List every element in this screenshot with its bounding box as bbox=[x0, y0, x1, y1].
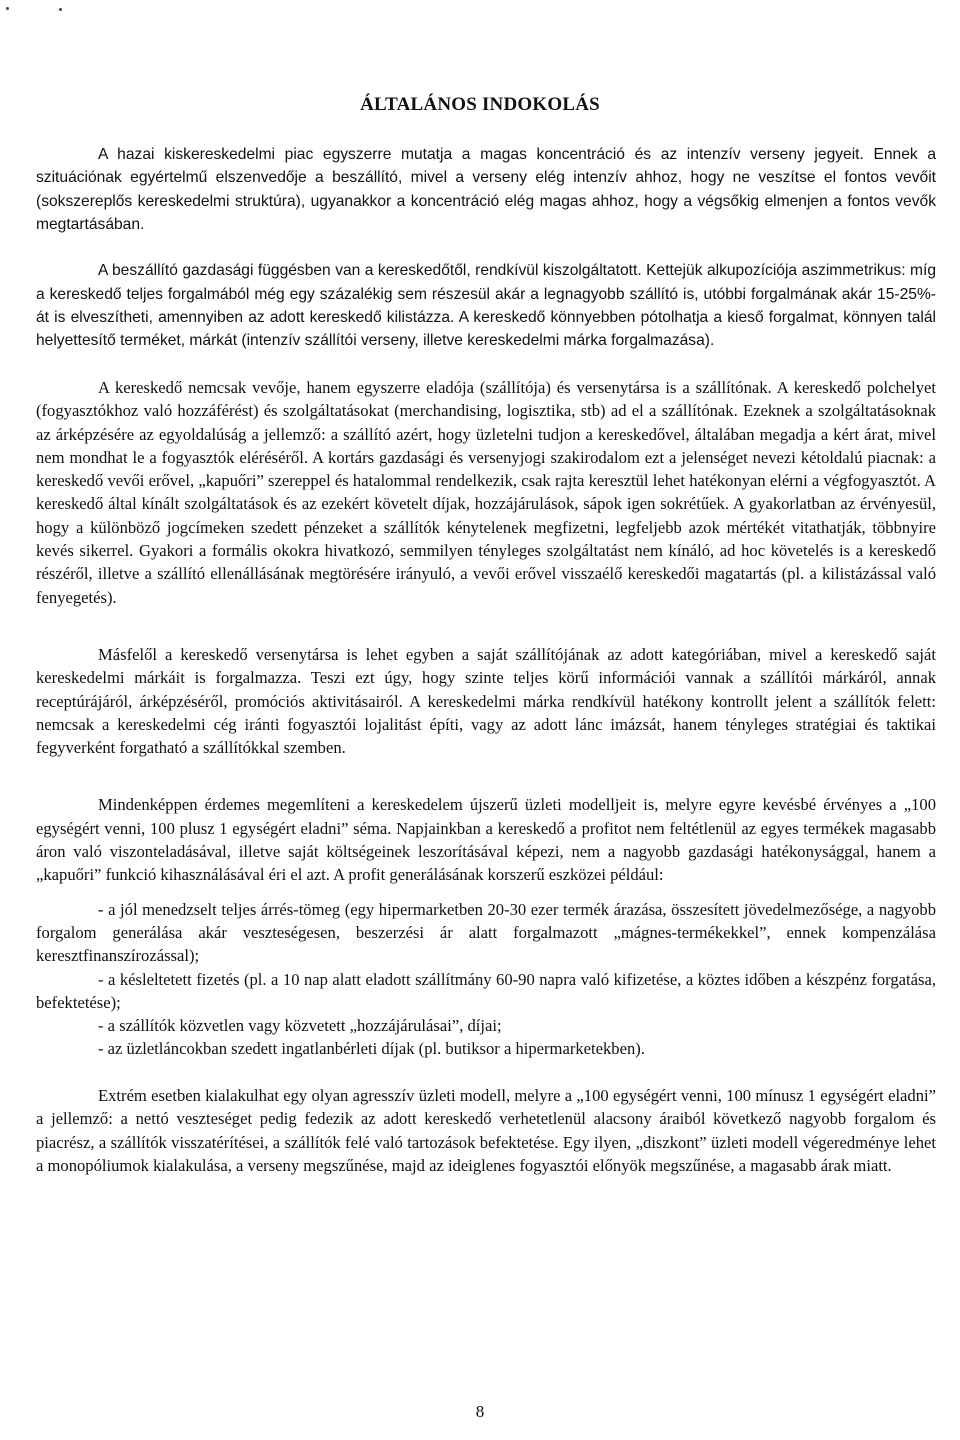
scan-dot bbox=[6, 7, 9, 10]
paragraph: Extrém esetben kialakulhat egy olyan agresszív üzleti modell, melyre a „100 egységért venni, 100 mínusz 1 egységért eladni” a jellemző: a nettó veszteséget pedig fedezik az adott kereskedő verhetetlenül alacsony áraiból következő nagyobb forgalom és piacrész, a szállítók visszatérítései, a szállítók felé való tartozások befektetése. Egy ilyen, „diszkont” üzleti modell végeredménye lehet a monopóliumok kialakulása, a verseny megszűnése, majd az ideiglenes fogyasztói előnyök megszűnése, a magasabb árak miatt. bbox=[36, 1085, 936, 1175]
list-item: - a késleltetett fizetés (pl. a 10 nap alatt eladott szállítmány 60-90 napra való kifizetése, a köztes időben a készpénz forgatása, befektetése); bbox=[36, 969, 936, 1012]
list-item: - a szállítók közvetlen vagy közvetett „hozzájárulásai”, díjai; bbox=[98, 1016, 502, 1036]
paragraph: Másfelől a kereskedő versenytársa is lehet egyben a saját szállítójának az adott kategóriában, mivel a kereskedő saját kereskedelmi márkáit is forgalmazza. Teszi ezt úgy, hogy szinte teljes körű információi vannak a szállítói márkáról, annak receptúrájáról, árképzéséről, promóciós aktivitásairól. A kereskedelmi márka rendkívül hatékony kontrollt jelent a szállítók felett: nemcsak a kereskedelmi cég iránti fogyasztói lojalitást építi, vagy az adott lánc imázsát, hanem tényleges stratégiai és taktikai fegyverként forgatható a szállítókkal szemben. bbox=[36, 644, 936, 758]
paragraph: A kereskedő nemcsak vevője, hanem egyszerre eladója (szállítója) és versenytársa is a szállítónak. A kereskedő polchelyet (fogyasztókhoz való hozzáférést) és szolgáltatásokat (merchandising, logisztika, stb) ad el a szállítónak. Ezeknek a szolgáltatásoknak az árképzésére az egyoldalúság a jellemző: a szállító azért, hogy üzletelni tudjon a kereskedővel, általában megadja a kért árat, mivel nem mondhat le a fogyasztók eléréséről. A kortárs gazdasági és versenyjogi szakirodalom ezt a jelenséget nevezi kétoldalú piacnak: a kereskedő vevői erővel, „kapuőri” szereppel és hatalommal rendelkezik, csak rajta keresztül lehet hatékonyan elérni a végfogyasztót. A kereskedő által kínált szolgáltatások és az ezekért követelt díjak, hozzájárulások, sápok igen sokrétűek. A gyakorlatban az érvényesül, hogy a különböző jogcímeken szedett pénzeket a szállítók kénytelenek megfizetni, legfeljebb azok mértékét vitathatják, többnyire kevés sikerrel. Gyakori a formális okokra hivatkozó, semmilyen tényleges szolgáltatást nem kínáló, ad hoc követelés is a kereskedő részéről, illetve a szállító ellenállásának megtörésére irányuló, a vevői erővel visszaélő kereskedői magatartás (pl. a kilistázással való fenyegetés). bbox=[36, 377, 936, 607]
list bbox=[36, 898, 936, 1061]
paragraph: A hazai kiskereskedelmi piac egyszerre mutatja a magas koncentráció és az intenzív verseny jegyeit. Ennek a szituációnak egyértelmű elszenvedője a beszállító, mivel a verseny elég intenzív ahhoz, hogy ne veszítse el fontos vevőit (sokszereplős kereskedelmi struktúra), ugyanakkor a koncentráció elég magas ahhoz, hogy a végsőkig elmenjen a fontos vevők megtartásában. bbox=[36, 146, 936, 233]
list-item: - az üzletláncokban szedett ingatlanbérleti díjak (pl. butiksor a hipermarketekben). bbox=[98, 1039, 645, 1059]
paragraph: Mindenképpen érdemes megemlíteni a kereskedelem újszerű üzleti modelljeit is, melyre egyre kevésbé érvényes a „100 egységért venni, 100 plusz 1 egységért eladni” séma. Napjainkban a kereskedő a profitot nem feltétlenül az egyes termékek magasabb áron való viszonteladásával, illetve saját költségeinek leszorításával képezi, nem a nagyobb gazdasági hatékonysággal, hanem a „kapuőri” funkció kihasználásával éri el azt. A profit generálásának korszerű eszközei például: bbox=[36, 795, 936, 885]
page-number: 8 bbox=[475, 1402, 485, 1421]
document-body bbox=[36, 143, 936, 1200]
list-item: - a jól menedzselt teljes árrés-tömeg (egy hipermarketben 20-30 ezer termék árazása, összesített jövedelmezősége, a nagyobb forgalom generálása akár veszteségesen, beszerzési ár alatt forgalmazott „mágnes-termékekkel”, ennek kompenzálása keresztfinanszírozással); bbox=[36, 899, 936, 966]
page-title: ÁLTALÁNOS INDOKOLÁS bbox=[360, 94, 600, 115]
scan-dot bbox=[59, 8, 62, 11]
paragraph: A beszállító gazdasági függésben van a kereskedőtől, rendkívül kiszolgáltatott. Kettejük alkupozíciója aszimmetrikus: míg a kereskedő teljes forgalmából még egy százalékig sem részesül akár a legnagyobb szállító is, utóbbi forgalmának akár 15-25%-át is elveszítheti, amennyiben az adott kereskedő kilistázza. A kereskedő könnyebben pótolhatja a kieső forgalmat, könnyen talál helyettesítő terméket, márkát (intenzív szállítói verseny, illetve kereskedelmi márka forgalmazása). bbox=[36, 262, 936, 350]
